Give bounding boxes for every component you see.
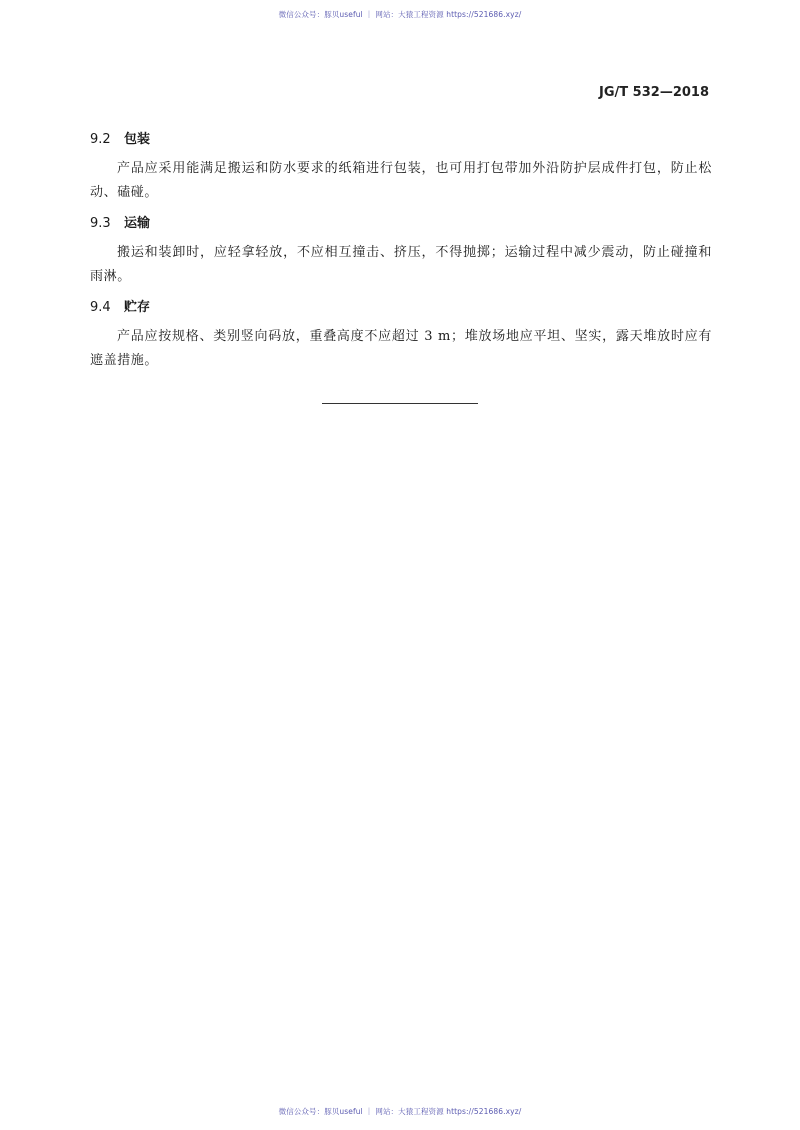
- watermark-bottom: 微信公众号：豚贝useful ｜ 网站：大猿工程资源 https://521686.xyz/: [278, 1107, 522, 1116]
- section-heading: [90, 299, 712, 317]
- section-title: 运输: [124, 216, 151, 231]
- section-number: 9.3: [90, 216, 111, 231]
- standard-code: JG/T 532—2018: [599, 85, 709, 100]
- section-9-4: [90, 299, 712, 373]
- watermark-top: 微信公众号：豚贝useful ｜ 网站：大猿工程资源 https://521686.xyz/: [278, 10, 522, 19]
- section-title: 贮存: [124, 300, 151, 315]
- section-number: 9.4: [90, 300, 111, 315]
- section-heading: [90, 215, 712, 233]
- end-of-text-rule: [322, 403, 478, 404]
- section-body: 搬运和装卸时，应轻拿轻放，不应相互撞击、挤压，不得抛掷；运输过程中减少震动，防止碰撞和雨淋。: [90, 245, 712, 284]
- section-9-2: [90, 131, 712, 205]
- section-9-3: [90, 215, 712, 289]
- section-body: 产品应采用能满足搬运和防水要求的纸箱进行包装，也可用打包带加外沿防护层成件打包，防止松动、磕碰。: [90, 161, 712, 200]
- section-body: 产品应按规格、类别竖向码放，重叠高度不应超过 3 m；堆放场地应平坦、坚实，露天堆放时应有遮盖措施。: [90, 329, 712, 368]
- section-number: 9.2: [90, 132, 111, 147]
- section-title: 包装: [124, 132, 151, 147]
- section-heading: [90, 131, 712, 149]
